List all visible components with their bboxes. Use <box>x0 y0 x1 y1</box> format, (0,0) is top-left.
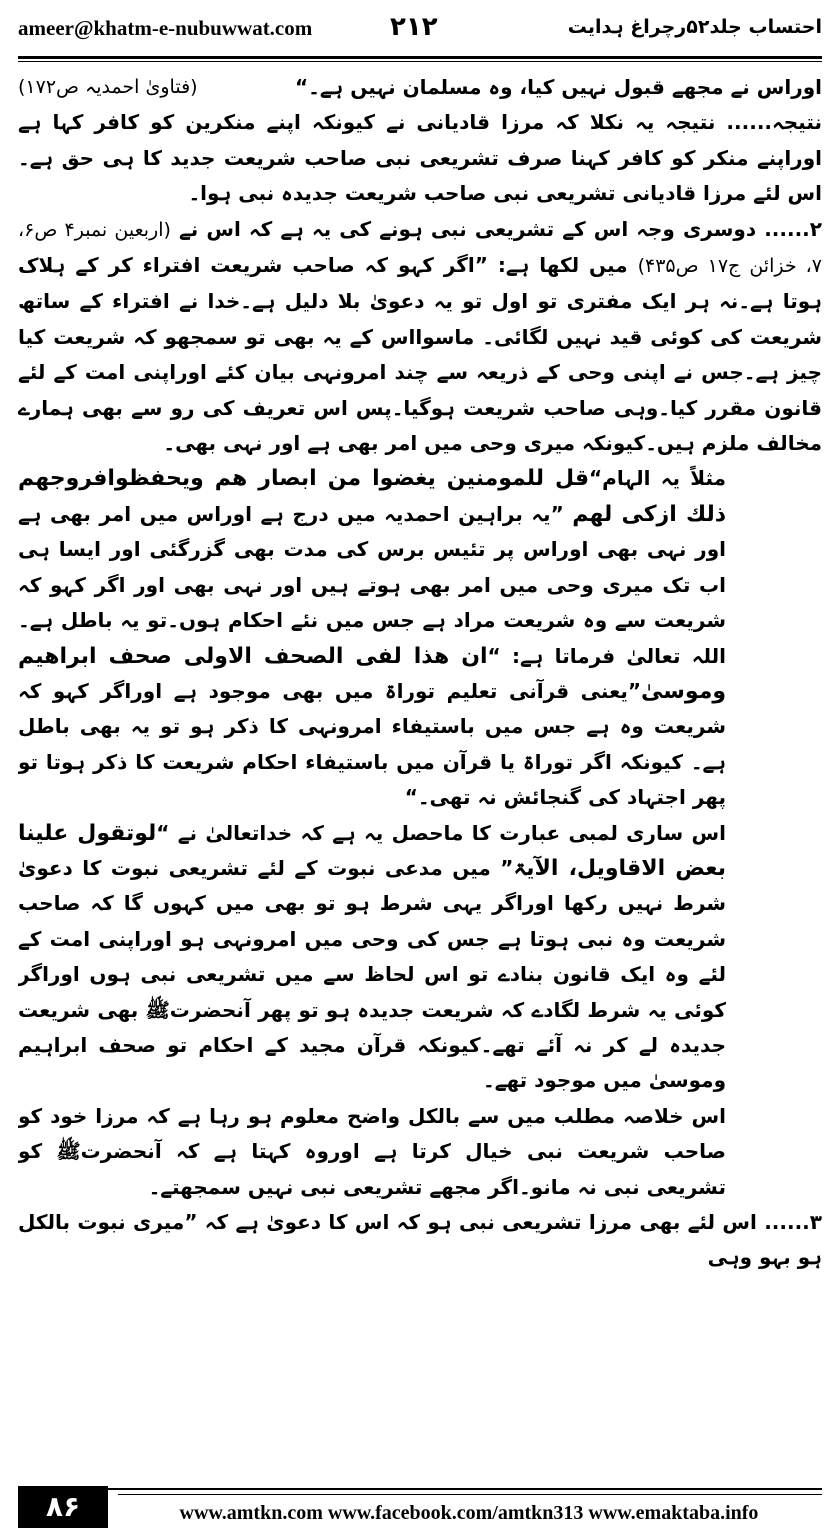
paragraph-3-rest: میں لکھا ہے: ”اگر کہو کہ صاحب شریعت افتراء کر کے ہلاک ہوتا ہے۔نہ ہر ایک مفتری تو اول تو یہ دعویٰ بلا دلیل ہے۔خدا نے افتراء کے ساتھ شریعت کی کوئی قید نہیں لگائی۔ ماسوااس کے یہ بھی تو سمجھو کہ شریعت کیا چیز ہے۔جس نے اپنی وحی کے ذریعہ سے چند امرونہی بیان کئے اوراپنی امت کے لئے قانون مقرر کیا۔وہی صاحب شریعت ہوگیا۔پس اس تعریف کی رو سے بھی ہمارے مخالف ملزم ہیں۔کیونکہ میری وحی میں امر بھی ہے اور نہی بھی۔ <box>18 253 822 456</box>
paragraph-5-start: اس ساری لمبی عبارت کا ماحصل یہ ہے کہ خداتعالیٰ نے “ <box>156 820 726 845</box>
paragraph-3 <box>18 212 822 462</box>
header-rule-thick <box>18 56 822 59</box>
header-book-title: احتساب جلد۵۲رچراغ ہدایت <box>567 16 822 38</box>
footer-rule-thick <box>18 1488 822 1490</box>
paragraph-1-text: اوراس نے مجھے قبول نہیں کیا، وہ مسلمان نہیں ہے۔“ <box>294 75 822 99</box>
paragraph-5 <box>18 816 822 1099</box>
paragraph-5-rest: ” میں مدعی نبوت کے لئے تشریعی نبوت کا دعویٰ شرط نہیں رکھا اوراگر یہی شرط ہو تو بھی میں کہوں گا کہ صاحب شریعت وہ نبی ہوتا ہے جس کی وحی میں امرونہی ہو اوراپنی امت کے لئے وہ ایک قانون بنادے تو اس لحاظ سے میں تشریعی نبی ہوں اوراگر کوئی یہ شرط لگادے کہ شریعت جدیدہ ہو تو پھر آنحضرتﷺ بھی شریعت جدیدہ لے کر نہ آئے تھے۔کیونکہ قرآن مجید کے احکام تو صحف ابراہیم وموسیٰ میں موجود تھے۔ <box>18 855 726 1093</box>
fatawa-reference: (فتاویٰ احمدیہ ص۱۷۲) <box>18 76 198 98</box>
quran-verse-1: قل للمومنین یغضوا من ابصار ھم ویحفظوافروجھم ذلك ازکی لھم <box>18 466 726 527</box>
header-page-number: ۲۱۲ <box>390 12 438 42</box>
paragraph-4-start: مثلاً یہ الہام“ <box>589 466 726 491</box>
paragraph-7: ۳...... اس لئے بھی مرزا تشریعی نبی ہو کہ اس کا دعویٰ ہے کہ ”میری نبوت بالکل ہو بہو وہی <box>18 1210 822 1270</box>
paragraph-4-rest-2: ”یعنی قرآنی تعلیم توراۃ میں بھی موجود ہے اوراگر کہو کہ شریعت وہ ہے جس میں باستیفاء امرونہی کا ذکر ہو تو یہ بھی باطل ہے۔ کیونکہ اگر توراۃ یا قرآن میں باستیفاء احکام شریعت کا ذکر ہوتا تو پھر اجتہاد کی گنجائش نہ تھی۔“ <box>18 678 726 810</box>
paragraph-3-start: ۲...... دوسری وجہ اس کے تشریعی نبی ہونے کی یہ ہے کہ اس نے <box>170 216 822 241</box>
footer-links[interactable]: www.amtkn.com www.facebook.com/amtkn313 www.emaktaba.info <box>179 1502 759 1524</box>
paragraph-4-rest: ”یہ براہین احمدیہ میں درج ہے اوراس میں امر بھی ہے اور نہی بھی اوراس پر تئیس برس کی مدت بھی گزرگئی اور ایسا ہی اب تک میری وحی میں امر بھی ہوتے ہیں اور نہی بھی اور اگر کہو کہ شریعت سے وہ شریعت مراد ہے جس میں نئے احکام ہوں۔تو یہ باطل ہے۔اللہ تعالیٰ فرماتا ہے: “ <box>18 501 726 668</box>
footer-rule-thin <box>118 1494 822 1495</box>
paragraph-2: نتیجہ...... نتیجہ یہ نکلا کہ مرزا قادیانی نے کیونکہ اپنے منکرین کو کافر کہا ہے اوراپنے منکر کو کافر کہنا صرف تشریعی نبی صاحب شریعت جدید کا ہی حق ہے۔اس لئے مرزا قادیانی تشریعی نبی صاحب شریعت جدیدہ نبی ہوا۔ <box>18 110 822 206</box>
paragraph-1 <box>18 70 822 105</box>
header-rule-thin <box>18 61 822 62</box>
header-email[interactable]: ameer@khatm-e-nubuwwat.com <box>18 16 313 40</box>
arbaeen-reference: (اربعین نمبر۴ ص۶، ۷، خزائن ج۱۷ ص۴۳۵) <box>18 218 822 278</box>
page-body <box>18 70 822 1445</box>
footer-page-number: ۸۶ <box>18 1486 108 1528</box>
quran-verse-3: لوتقول علینا بعض الاقاویل، الآیۃ <box>18 820 726 881</box>
paragraph-6: اس خلاصہ مطلب میں سے بالکل واضح معلوم ہو رہا ہے کہ مرزا خود کو صاحب شریعت نبی خیال کرتا ہے اوروہ کہتا ہے کہ آنحضرتﷺ کو تشریعی نبی نہ مانو۔اگر مجھے تشریعی نبی نہیں سمجھتے۔ <box>18 1103 726 1199</box>
paragraph-4 <box>18 461 822 815</box>
page-header <box>18 14 822 50</box>
quran-verse-2: ان ھذا لفی الصحف الاولی صحف ابراھیم وموسیٰ <box>18 643 726 704</box>
